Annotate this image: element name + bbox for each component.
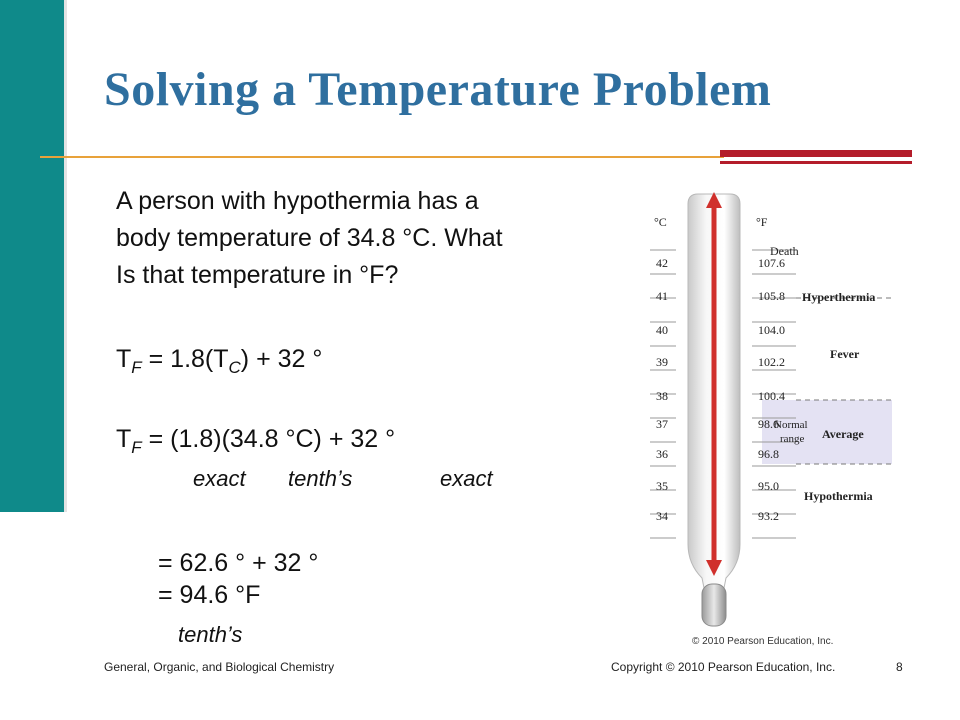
problem-line: Is that temperature in °F?	[116, 261, 399, 289]
celsius-scale	[656, 256, 668, 523]
thermometer-bulb	[702, 584, 726, 626]
celsius-label: 42	[656, 256, 668, 270]
title-accent-bar	[720, 150, 912, 157]
formula-subscript-c: C	[228, 358, 241, 377]
celsius-label: 39	[656, 355, 668, 369]
figure-copyright: © 2010 Pearson Education, Inc.	[692, 636, 834, 647]
teal-side-bar	[0, 0, 64, 512]
formula-subscript-f: F	[131, 438, 142, 457]
celsius-label: 40	[656, 323, 668, 337]
fahrenheit-label: 107.6	[758, 256, 785, 270]
fahrenheit-label: 98.6	[758, 417, 779, 431]
annotation-exact: exact	[193, 466, 246, 491]
celsius-label: 36	[656, 447, 668, 461]
formula-symbol: T	[116, 345, 132, 373]
fahrenheit-label: 95.0	[758, 479, 779, 493]
fahrenheit-label: 105.8	[758, 289, 785, 303]
annotation-tenths: tenth’s	[288, 466, 353, 491]
title-divider	[40, 156, 724, 158]
slide-title: Solving a Temperature Problem	[104, 63, 772, 116]
celsius-label: 38	[656, 389, 668, 403]
celsius-label: 35	[656, 479, 668, 493]
title-accent-bar-thin	[720, 161, 912, 164]
annotation-tenths: tenth’s	[178, 622, 243, 647]
problem-statement	[116, 183, 626, 294]
result-line-1: = 62.6 ° + 32 °	[158, 549, 319, 577]
thermometer-illustration	[640, 188, 900, 652]
zone-fever: Fever	[830, 347, 860, 361]
zone-normal: Normal	[774, 419, 808, 431]
annotation-exact: exact	[440, 466, 493, 491]
celsius-header: °C	[654, 215, 667, 229]
fahrenheit-label: 102.2	[758, 355, 785, 369]
fahrenheit-header: °F	[756, 215, 768, 229]
problem-line: body temperature of 34.8 °C. What	[116, 224, 503, 252]
fahrenheit-label: 100.4	[758, 389, 785, 403]
problem-line: A person with hypothermia has a	[116, 187, 479, 215]
page-number: 8	[896, 660, 903, 674]
celsius-label: 37	[656, 417, 668, 431]
zone-hypothermia: Hypothermia	[804, 489, 873, 503]
formula-text: = 1.8(T	[141, 345, 229, 373]
result-line-2: = 94.6 °F	[158, 581, 261, 609]
thermometer-figure	[640, 188, 900, 652]
formula-subscript-f: F	[131, 358, 142, 377]
fahrenheit-scale	[758, 256, 785, 523]
formula-text: ) + 32 °	[240, 345, 323, 373]
side-bar-edge	[64, 0, 67, 512]
substituted-formula	[116, 425, 395, 458]
zone-death: Death	[770, 244, 799, 258]
zone-average: Average	[822, 427, 864, 441]
zone-hyperthermia: Hyperthermia	[802, 290, 876, 304]
zone-range: range	[780, 433, 805, 445]
formula-symbol: T	[116, 425, 132, 453]
footer-copyright: Copyright © 2010 Pearson Education, Inc.	[611, 660, 836, 674]
fahrenheit-label: 96.8	[758, 447, 779, 461]
fahrenheit-label: 104.0	[758, 323, 785, 337]
celsius-label: 34	[656, 509, 668, 523]
conversion-formula	[116, 345, 322, 378]
footer-course: General, Organic, and Biological Chemistry	[104, 660, 335, 674]
formula-text: = (1.8)(34.8 °C) + 32 °	[141, 425, 396, 453]
fahrenheit-label: 93.2	[758, 509, 779, 523]
celsius-label: 41	[656, 289, 668, 303]
